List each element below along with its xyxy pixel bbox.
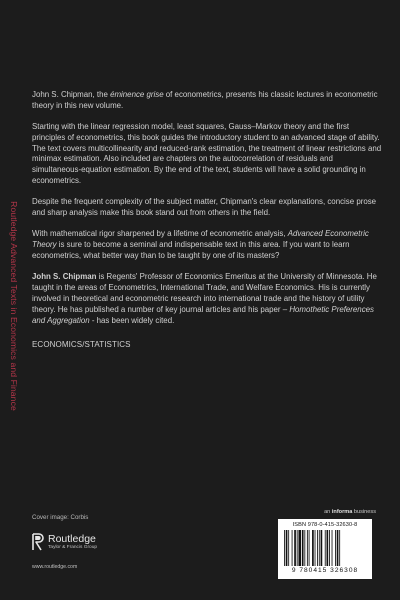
- series-title-text: Routledge Advanced Texts in Economics and Finance: [9, 201, 19, 411]
- author-bio-paragraph: [32, 272, 382, 326]
- author-bio-end: - has been widely cited.: [89, 315, 175, 325]
- cover-image-credit: Cover image: Corbis: [32, 514, 89, 521]
- isbn-barcode: [278, 519, 372, 579]
- publisher-name: Routledge: [48, 533, 96, 545]
- series-title: [7, 86, 21, 526]
- author-name: John S. Chipman: [32, 272, 97, 282]
- barcode-bar: [315, 530, 316, 566]
- publisher-subtitle: Taylor & Francis Group: [48, 545, 98, 550]
- publisher-block: [32, 533, 162, 573]
- barcode-bar: [288, 530, 289, 566]
- recommendation-text-b: is sure to become a seminal and indispensable text in this area. If you want to learn econometrics, what better way than to be taught by one of its masters?: [32, 240, 350, 261]
- intro-text-b: of econometrics, presents his classic lectures in econometric theory in this new volume.: [32, 90, 378, 110]
- barcode-bar: [329, 530, 330, 566]
- barcode-bar: [298, 530, 301, 566]
- subject-category: ECONOMICS/STATISTICS: [32, 340, 131, 350]
- barcode-bar: [335, 530, 336, 566]
- barcode-bar: [339, 530, 340, 566]
- barcode-bar: [317, 530, 318, 566]
- barcode-bars: [282, 530, 368, 566]
- author-bio-text: is Regents' Professor of Economics Emeritus at the University of Minnesota. He taught in the areas of Econometrics, International Trade, and Welfare Economics. His is currently involved in theoretical and econometric research into international trade and the history of utility theory. He has published a number of key journal articles and his paper –: [32, 272, 377, 314]
- barcode-bar: [294, 530, 296, 566]
- barcode-bar: [284, 530, 285, 566]
- informa-bold: informa: [331, 509, 353, 515]
- barcode-bar: [327, 530, 329, 566]
- summary-paragraph: Starting with the linear regression model, least squares, Gauss–Markov theory and the first principles of econometrics, this book guides the introductory student to an advanced stage of ability. The text covers multicollinearity and reduced-rank estimation, the treatment of linear restrictions and minimax estimation. Also included are chapters on the autocorrelation of residuals and simultaneous-equation estimation. By the end of the text, students will have a solid grounding in econometrics.: [32, 122, 382, 186]
- barcode-digits: 9 780415 326308: [291, 567, 359, 574]
- intro-paragraph: [32, 90, 382, 112]
- informa-post: business: [352, 509, 376, 515]
- recommendation-paragraph: [32, 229, 382, 261]
- barcode-bar: [297, 530, 298, 566]
- barcode-bar: [309, 530, 310, 566]
- informa-pre: an: [324, 509, 332, 515]
- barcode-bar: [337, 530, 339, 566]
- recommendation-text-a: With mathematical rigor sharpened by a lifetime of econometric analysis,: [32, 229, 288, 239]
- barcode-bar: [312, 530, 314, 566]
- paper-title-emphasis: Homothetic Preferences and Aggregation: [32, 304, 374, 325]
- praise-paragraph: Despite the frequent complexity of the subject matter, Chipman's clear explanations, concise prose and sharp analysis make this book stand out from others in the field.: [32, 197, 377, 218]
- routledge-r-logo-icon: [32, 533, 44, 551]
- informa-business-tag: [324, 509, 376, 515]
- intro-emphasis: éminence grise: [110, 90, 164, 99]
- isbn-number: ISBN 978-0-415-32630-8: [292, 522, 358, 528]
- barcode-bar: [325, 530, 326, 566]
- barcode-bar: [332, 530, 333, 566]
- barcode-bar: [321, 530, 323, 566]
- barcode-bar: [302, 530, 304, 566]
- barcode-bar: [319, 530, 320, 566]
- back-cover-blurb: [32, 90, 382, 351]
- barcode-bar: [304, 530, 305, 566]
- intro-text-a: John S. Chipman, the: [32, 90, 111, 99]
- barcode-bar: [292, 530, 293, 566]
- book-title-emphasis: Advanced Econometric Theory: [32, 229, 369, 250]
- barcode-bar: [307, 530, 308, 566]
- publisher-url: www.routledge.com: [32, 564, 78, 570]
- barcode-bar: [286, 530, 288, 566]
